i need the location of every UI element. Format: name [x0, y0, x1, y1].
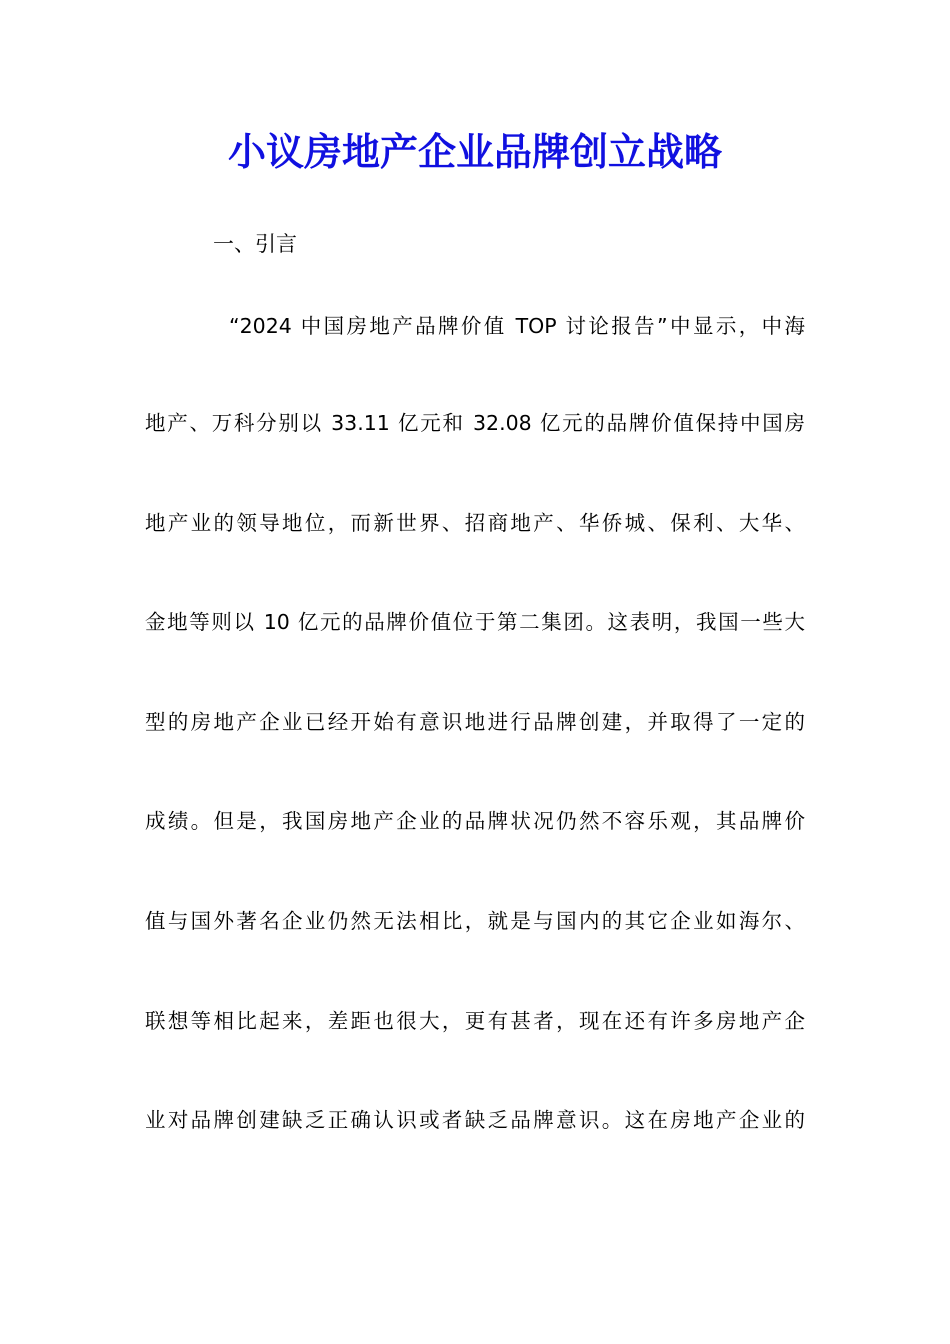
document-title: 小议房地产企业品牌创立战略: [227, 129, 722, 174]
paragraph-line: 成绩。但是，我国房地产企业的品牌状况仍然不容乐观，其品牌价: [145, 809, 805, 833]
section-heading: 一、引言: [213, 232, 297, 256]
paragraph-line: 业对品牌创建缺乏正确认识或者缺乏品牌意识。这在房地产企业的: [145, 1108, 805, 1132]
paragraph-line: 型的房地产企业已经开始有意识地进行品牌创建，并取得了一定的: [145, 710, 805, 734]
paragraph-line: 联想等相比起来，差距也很大，更有甚者，现在还有许多房地产企: [145, 1009, 805, 1033]
paragraph-line: 地产、万科分别以 33.11 亿元和 32.08 亿元的品牌价值保持中国房: [145, 411, 805, 435]
paragraph-line: “2024 中国房地产品牌价值 TOP 讨论报告”中显示，中海: [229, 314, 805, 338]
paragraph-line: 值与国外著名企业仍然无法相比，就是与国内的其它企业如海尔、: [145, 909, 805, 933]
paragraph-line: 地产业的领导地位，而新世界、招商地产、华侨城、保利、大华、: [145, 511, 805, 535]
paragraph-line: 金地等则以 10 亿元的品牌价值位于第二集团。这表明，我国一些大: [145, 610, 805, 634]
